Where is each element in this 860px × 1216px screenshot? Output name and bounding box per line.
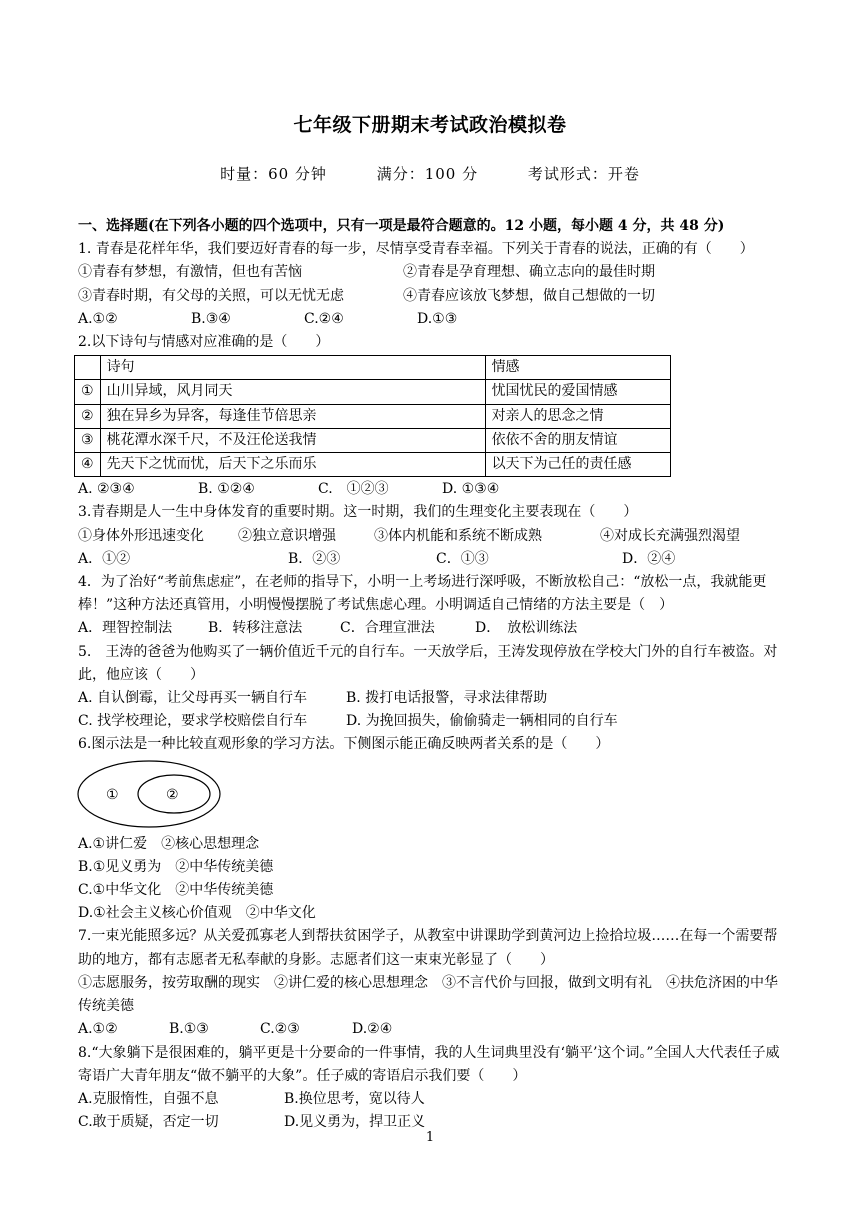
exam-form: 考试形式：开卷	[527, 165, 640, 183]
table-cell: 忧国忧民的爱国情感	[485, 380, 670, 404]
table-header-cell: 诗句	[100, 356, 485, 380]
exam-title: 七年级下册期末考试政治模拟卷	[293, 114, 567, 136]
table-header-cell: 情感	[485, 356, 670, 380]
q2-option-a: A. ②③④	[78, 481, 135, 498]
q8-stem: 8.“大象躺下是很困难的，躺平更是十分要命的一件事情，我的人生词典里没有‘躺平’这个词。”全国人大代表任子威寄语广大青年朋友“做不躺平的大象”。任子威的寄语启示我们要（ ）	[78, 1044, 780, 1084]
q1-items-row1	[78, 261, 788, 284]
q8-options-row1	[78, 1088, 788, 1111]
table-row	[75, 428, 671, 452]
q4-option-c: C．合理宣泄法	[340, 620, 435, 637]
q7-option-b: B.①③	[169, 1021, 209, 1038]
page-number: 1	[425, 1130, 435, 1145]
q2-option-c: C. ①②③	[318, 481, 389, 498]
outer-label: ①	[106, 786, 119, 803]
venn-diagram	[78, 759, 788, 833]
q7-options	[78, 1018, 788, 1041]
q7-stem: 7.一束光能照多远？从关爱孤寡老人到帮扶贫困学子，从教室中讲课助学到黄河边上捡拾垃圾……在每一个需要帮助的地方，都有志愿者无私奉献的身影。志愿者们这一束束光彰显了（ ）	[78, 928, 778, 968]
table-cell: 依依不舍的朋友情谊	[485, 428, 670, 452]
table-row	[75, 404, 671, 428]
exam-meta	[0, 163, 860, 184]
q5-option-d: D. 为挽回损失，偷偷骑走一辆相同的自行车	[346, 713, 618, 730]
q5-options-row1	[78, 687, 788, 710]
q3-option-d: D．②④	[622, 550, 676, 567]
table-row	[75, 380, 671, 404]
q4-option-b: B．转移注意法	[208, 620, 303, 637]
outer-ellipse	[78, 761, 220, 827]
q3-option-b: B．②③	[288, 550, 341, 567]
table-cell: 以天下为己任的责任感	[485, 453, 670, 477]
q6-stem: 6.图示法是一种比较直观形象的学习方法。下侧图示能正确反映两者关系的是（ ）	[78, 736, 610, 753]
q1-items-row2	[78, 285, 788, 308]
q1-item: ④青春应该放飞梦想，做自己想做的一切	[403, 287, 655, 304]
venn-svg	[76, 759, 226, 831]
q8-option-a: A.克服惰性，自强不息	[78, 1090, 219, 1107]
q5-stem: 5. 王涛的爸爸为他购买了一辆价值近千元的自行车。一天放学后，王涛发现停放在学校大门外的自行车被盗。对此，他应该（ ）	[78, 643, 778, 683]
q1-option-b: B.③④	[191, 310, 231, 327]
q1-option-c: C.②④	[304, 310, 344, 327]
q2-stem: 2.以下诗句与情感对应准确的是（ ）	[78, 334, 330, 351]
q3-option-c: C．①③	[436, 550, 489, 567]
q5-options-row2	[78, 710, 788, 733]
q3-item: ③体内机能和系统不断成熟	[374, 527, 542, 544]
q8-option-c: C.敢于质疑，否定一切	[78, 1114, 219, 1131]
table-cell: 对亲人的思念之情	[485, 404, 670, 428]
exam-time: 时量：60 分钟	[220, 165, 327, 183]
q3-options	[78, 548, 788, 571]
table-header-cell	[75, 356, 101, 380]
q5-option-b: B. 拨打电话报警，寻求法律帮助	[346, 690, 548, 707]
q3-option-a: A．①②	[78, 550, 131, 567]
q3-items	[78, 525, 788, 548]
q5-option-a: A. 自认倒霉，让父母再买一辆自行车	[78, 690, 308, 707]
q8-option-d: D.见义勇为，捍卫正义	[284, 1114, 426, 1131]
table-cell: 山川异域，风月同天	[100, 380, 485, 404]
q1-item: ③青春时期，有父母的关照，可以无忧无虑	[78, 287, 344, 304]
table-cell: ①	[75, 380, 101, 404]
q2-option-b: B. ①②④	[198, 481, 255, 498]
q4-option-a: A．理智控制法	[78, 620, 173, 637]
table-cell: 独在异乡为异客，每逢佳节倍思亲	[100, 404, 485, 428]
table-cell: ④	[75, 453, 101, 477]
q3-item: ④对成长充满强烈渴望	[600, 527, 740, 544]
table-cell: 先天下之忧而忧，后天下之乐而乐	[100, 453, 485, 477]
table-row	[75, 453, 671, 477]
exam-score: 满分：100 分	[376, 165, 479, 183]
question-list	[78, 215, 788, 1134]
q7-option-c: C.②③	[260, 1021, 300, 1038]
q1-item: ②青春是孕育理想、确立志向的最佳时期	[403, 264, 655, 281]
q5-option-c: C. 找学校理论，要求学校赔偿自行车	[78, 713, 308, 730]
q6-option-b: B.①见义勇为 ②中华传统美德	[78, 858, 274, 875]
q1-item: ①青春有梦想，有激情，但也有苦恼	[78, 264, 302, 281]
q8-option-b: B.换位思考，宽以待人	[284, 1090, 425, 1107]
section-heading: 一、选择题(在下列各小题的四个选项中，只有一项是最符合题意的。12 小题，每小题 4 分，共 48 分)	[78, 218, 725, 234]
q1-stem: 1. 青春是花样年华，我们要迈好青春的每一步，尽情享受青春幸福。下列关于青春的说法，正确的有（ ）	[78, 241, 754, 258]
q4-option-d: D． 放松训练法	[475, 620, 578, 637]
q4-stem: 4．为了治好“考前焦虑症”，在老师的指导下，小明一上考场进行深呼吸，不断放松自己：“放松一点，我就能更棒！”这种方法还真管用，小明慢慢摆脱了考试焦虑心理。小明调适自己情绪的方法主要是（ ）	[78, 574, 767, 614]
table-cell: 桃花潭水深千尺，不及汪伦送我情	[100, 428, 485, 452]
table-cell: ②	[75, 404, 101, 428]
q6-option-a: A.①讲仁爱 ②核心思想理念	[78, 835, 260, 852]
q7-option-d: D.②④	[352, 1021, 393, 1038]
q1-option-a: A.①②	[78, 310, 118, 327]
q2-options	[78, 478, 788, 501]
q3-item: ②独立意识增强	[238, 527, 336, 544]
table-header-row	[75, 356, 671, 380]
q4-options	[78, 617, 788, 640]
poem-table	[74, 355, 671, 477]
q1-option-d: D.①③	[417, 310, 458, 327]
q3-stem: 3.青春期是人一生中身体发育的重要时期。这一时期，我们的生理变化主要表现在（ ）	[78, 504, 638, 521]
q6-option-c: C.①中华文化 ②中华传统美德	[78, 882, 274, 899]
table-cell: ③	[75, 428, 101, 452]
q2-option-d: D. ①③④	[442, 481, 500, 498]
inner-label: ②	[166, 786, 179, 803]
q3-item: ①身体外形迅速变化	[78, 527, 204, 544]
q7-items: ①志愿服务，按劳取酬的现实 ②讲仁爱的核心思想理念 ③不言代价与回报，做到文明有礼 ④扶危济困的中华传统美德	[78, 974, 778, 1015]
q1-options	[78, 308, 788, 331]
q7-option-a: A.①②	[78, 1021, 118, 1038]
q6-option-d: D.①社会主义核心价值观 ②中华文化	[78, 905, 316, 922]
